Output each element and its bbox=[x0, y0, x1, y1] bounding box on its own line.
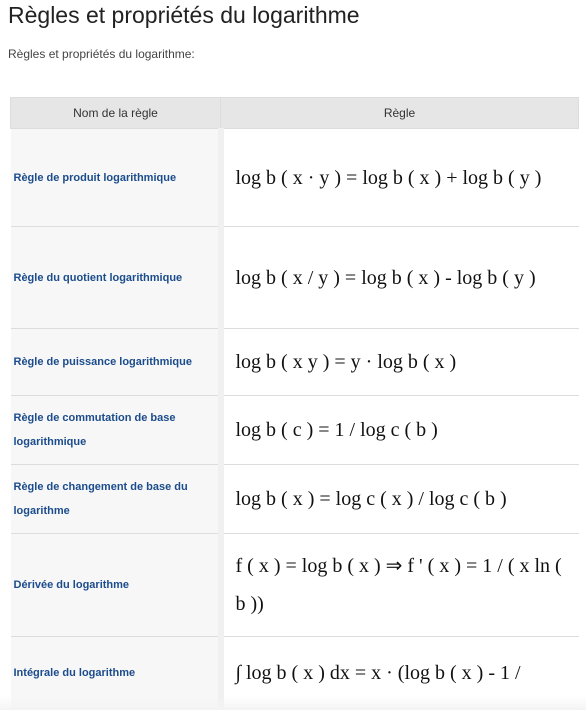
bottom-fade bbox=[0, 696, 586, 710]
rule-name: Règle de produit logarithmique bbox=[11, 129, 221, 227]
rule-name: Règle du quotient logarithmique bbox=[11, 227, 221, 329]
formula-text: log b ( x y ) = y · log b ( x ) bbox=[235, 351, 457, 373]
rule-formula bbox=[221, 534, 579, 637]
rule-name: Règle de commutation de base logarithmique bbox=[11, 396, 221, 465]
formula-text: f ( x ) = log b ( x ) ⇒ f ' ( x ) = 1 / ( x ln ( b )) bbox=[235, 555, 562, 615]
header-rule: Règle bbox=[221, 98, 579, 129]
page-title: Règles et propriétés du logarithme bbox=[8, 2, 360, 28]
formula-text: log b ( x ) = log c ( x ) / log c ( b ) bbox=[235, 488, 507, 510]
formula-text: log b ( c ) = 1 / log c ( b ) bbox=[235, 419, 438, 441]
rule-formula bbox=[221, 129, 579, 227]
rule-name: Règle de puissance logarithmique bbox=[11, 329, 221, 396]
rule-formula bbox=[221, 329, 579, 396]
rules-table bbox=[10, 97, 579, 709]
formula-text: ∫ log b ( x ) dx = x · (log b ( x ) - 1 / bbox=[235, 661, 521, 684]
table-row bbox=[11, 227, 579, 329]
table-row bbox=[11, 329, 579, 396]
rule-formula bbox=[221, 396, 579, 465]
table-row bbox=[11, 534, 579, 637]
rule-name: Règle de changement de base du logarithme bbox=[11, 465, 221, 534]
formula-text: log b ( x · y ) = log b ( x ) + log b ( y ) bbox=[235, 166, 542, 189]
header-rule-name: Nom de la règle bbox=[11, 98, 221, 129]
rules-table-container bbox=[10, 97, 578, 709]
formula-text: log b ( x / y ) = log b ( x ) - log b ( y ) bbox=[235, 266, 536, 289]
page-subtitle: Règles et propriétés du logarithme: bbox=[8, 47, 195, 61]
table-row bbox=[11, 396, 579, 465]
rule-formula bbox=[221, 465, 579, 534]
table-row bbox=[11, 129, 579, 227]
table-header-row bbox=[11, 98, 579, 129]
rule-name: Dérivée du logarithme bbox=[11, 534, 221, 637]
rule-formula bbox=[221, 227, 579, 329]
table-row bbox=[11, 465, 579, 534]
rule-name: Intégrale du logarithme bbox=[11, 637, 221, 709]
